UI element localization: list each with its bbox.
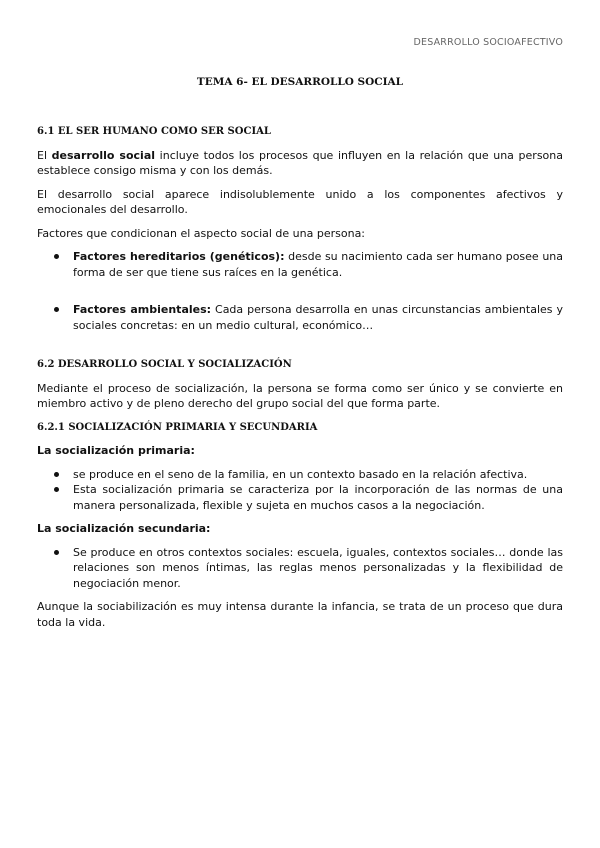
factors-list bbox=[37, 249, 563, 333]
bullet-icon bbox=[54, 487, 59, 492]
list-text: Esta socialización primaria se caracteriza por la incorporación de las normas de una manera personalizada, flexible y sujeta en muchos casos a la negociación. bbox=[73, 483, 563, 512]
list-text: se produce en el seno de la familia, en un contexto basado en la relación afectiva. bbox=[73, 467, 528, 481]
secondary-list bbox=[37, 545, 563, 592]
list-item bbox=[37, 302, 563, 333]
list-item bbox=[37, 482, 563, 513]
running-header: DESARROLLO SOCIOAFECTIVO bbox=[413, 37, 563, 48]
list-text: Se produce en otros contextos sociales: escuela, iguales, contextos sociales… donde las relaciones son menos íntimas, las reglas menos personalizadas y la flexibilidad de negociación menor. bbox=[73, 545, 563, 590]
paragraph-text: El bbox=[37, 148, 52, 162]
secondary-heading: La socialización secundaria: bbox=[37, 522, 211, 535]
list-item bbox=[37, 545, 563, 592]
bullet-icon bbox=[54, 472, 59, 477]
bullet-icon bbox=[54, 254, 59, 259]
factor-label: Factores hereditarios (genéticos): bbox=[73, 250, 285, 263]
document-body bbox=[37, 124, 563, 630]
paragraph-socialization: Mediante el proceso de socialización, la persona se forma como ser único y se convierte en miembro activo y de pleno derecho del grupo social del que forma parte. bbox=[37, 381, 563, 410]
section-heading-6-2: 6.2 DESARROLLO SOCIAL Y SOCIALIZACIÓN bbox=[37, 359, 292, 370]
primary-list bbox=[37, 467, 563, 514]
bullet-icon bbox=[54, 307, 59, 312]
paragraph-closing: Aunque la sociabilización es muy intensa durante la infancia, se trata de un proceso que dura toda la vida. bbox=[37, 600, 563, 629]
primary-heading: La socialización primaria: bbox=[37, 444, 195, 457]
list-item bbox=[37, 249, 563, 280]
paragraph-factors-intro: Factores que condicionan el aspecto social de una persona: bbox=[37, 226, 366, 240]
page-title: TEMA 6- EL DESARROLLO SOCIAL bbox=[196, 76, 404, 88]
subsection-heading-6-2-1: 6.2.1 SOCIALIZACIÓN PRIMARIA Y SECUNDARIA bbox=[37, 421, 318, 433]
paragraph-definition bbox=[37, 148, 563, 179]
factor-text: Cada persona desarrolla en unas circunstancias ambientales y sociales concretas: en un medio cultural, económico… bbox=[73, 303, 563, 332]
factor-label: Factores ambientales: bbox=[73, 303, 212, 316]
list-item bbox=[37, 467, 563, 483]
section-heading-6-1: 6.1 EL SER HUMANO COMO SER SOCIAL bbox=[37, 126, 271, 137]
factor-text: desde su nacimiento cada ser humano posee una forma de ser que tiene sus raíces en la genética. bbox=[73, 250, 563, 279]
paragraph-text: incluye todos los procesos que influyen en la relación que una persona establece consigo misma y con los demás. bbox=[37, 148, 563, 177]
bold-term: desarrollo social bbox=[51, 148, 156, 162]
paragraph-affective: El desarrollo social aparece indisolublemente unido a los componentes afectivos y emocionales del desarrollo. bbox=[37, 187, 563, 216]
bullet-icon bbox=[54, 550, 59, 555]
